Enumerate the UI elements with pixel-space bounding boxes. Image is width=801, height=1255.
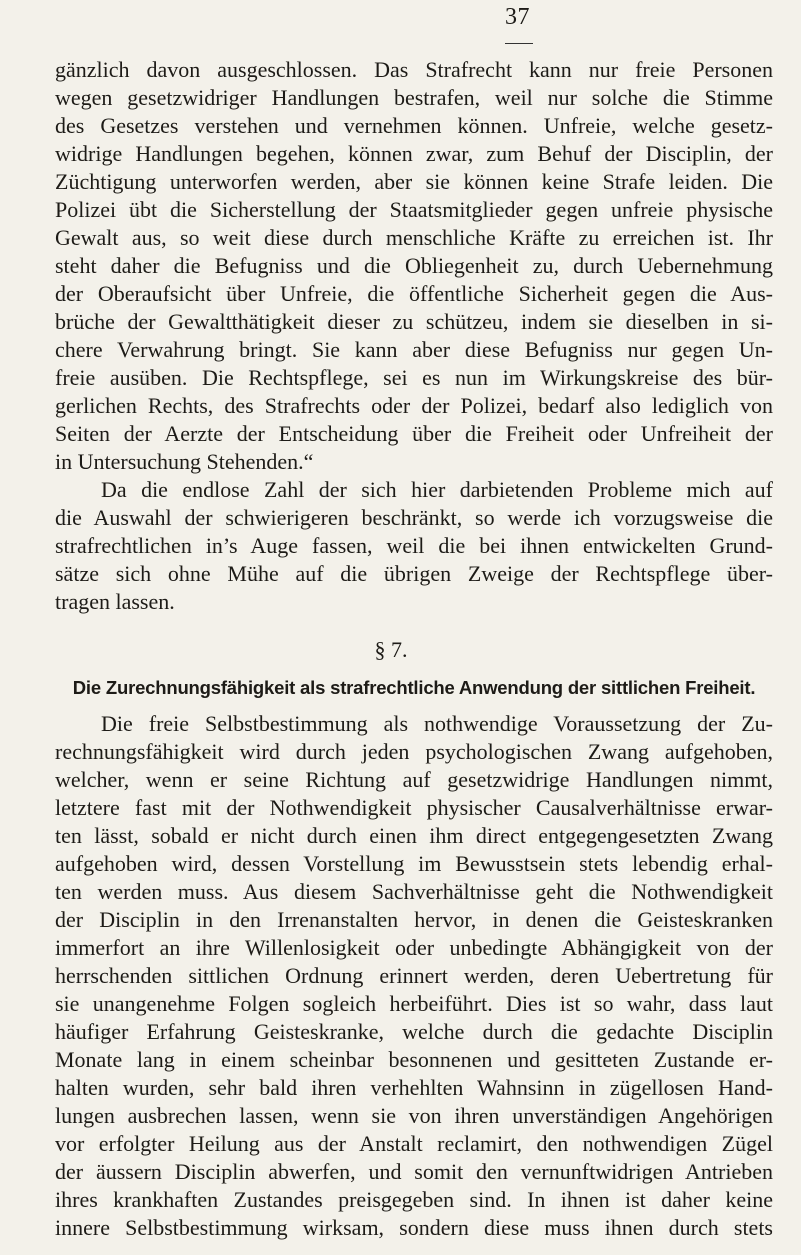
pre-section-body — [55, 56, 773, 616]
text-line: der Oberaufsicht über Unfreie, die öffentliche Sicherheit gegen die Aus- — [55, 281, 773, 306]
text-line: sätze sich ohne Mühe auf die übrigen Zweige der Rechtspflege über- — [55, 561, 773, 586]
text-line: strafrechtlichen in’s Auge fassen, weil die bei ihnen entwickelten Grund- — [55, 533, 773, 558]
text-line: steht daher die Befugniss und die Obliegenheit zu, durch Uebernehmung — [55, 253, 773, 278]
text-line: freie ausüben. Die Rechtspflege, sei es nun im Wirkungskreise des bür- — [55, 365, 773, 390]
text-line: chere Verwahrung bringt. Sie kann aber diese Befugniss nur gegen Un- — [55, 337, 773, 362]
text-line: ihres krankhaften Zustandes preisgegeben sind. In ihnen ist daher keine — [55, 1187, 773, 1212]
text-line: ten werden muss. Aus diesem Sachverhältnisse geht die Nothwendigkeit — [55, 879, 773, 904]
text-line: rechnungsfähigkeit wird durch jeden psychologischen Zwang aufgehoben, — [55, 739, 773, 764]
text-line: innere Selbstbestimmung wirksam, sondern diese muss ihnen durch stets — [55, 1215, 773, 1240]
text-line: gerlichen Rechts, des Strafrechts oder der Polizei, bedarf also lediglich von — [55, 393, 773, 418]
section-body — [55, 710, 773, 1242]
text-line: die Auswahl der schwierigeren beschränkt, so werde ich vorzugsweise die — [55, 505, 773, 530]
text-line: brüche der Gewaltthätigkeit dieser zu schützeu, indem sie dieselben in si- — [55, 309, 773, 334]
text-line: wegen gesetzwidriger Handlungen bestrafen, weil nur solche die Stimme — [55, 85, 773, 110]
text-line: Da die endlose Zahl der sich hier darbietenden Probleme mich auf — [101, 477, 773, 502]
page-number-rule — [505, 43, 533, 44]
text-line: in Untersuchung Stehenden.“ — [55, 449, 314, 474]
text-line: Gewalt aus, so weit diese durch menschliche Kräfte zu erreichen ist. Ihr — [55, 225, 773, 250]
page-number: 37 — [505, 4, 530, 30]
text-line: gänzlich davon ausgeschlossen. Das Strafrecht kann nur freie Personen — [55, 57, 773, 82]
text-line: immerfort an ihre Willenlosigkeit oder unbedingte Abhängigkeit von der — [55, 935, 773, 960]
paragraph — [55, 476, 773, 616]
text-line: Züchtigung unterworfen werden, aber sie können keine Strafe leiden. Die — [55, 169, 773, 194]
text-line: häufiger Erfahrung Geisteskranke, welche durch die gedachte Disciplin — [55, 1019, 773, 1044]
text-line: vor erfolgter Heilung aus der Anstalt reclamirt, den nothwendigen Zügel — [55, 1131, 773, 1156]
text-line: letztere fast mit der Nothwendigkeit physischer Causalverhältnisse erwar- — [55, 795, 773, 820]
text-line: Seiten der Aerzte der Entscheidung über die Freiheit oder Unfreiheit der — [55, 421, 773, 446]
text-line: herrschenden sittlichen Ordnung erinnert werden, deren Uebertretung für — [55, 963, 773, 988]
paragraph — [55, 710, 773, 1242]
section-title: Die Zurechnungsfähigkeit als strafrechtliche Anwendung der sittlichen Freiheit. — [72, 677, 756, 698]
section-number: § 7. — [374, 637, 408, 662]
paragraph — [55, 56, 773, 476]
text-line: sie unangenehme Folgen sogleich herbeiführt. Dies ist so wahr, dass laut — [55, 991, 773, 1016]
text-line: Polizei übt die Sicherstellung der Staatsmitglieder gegen unfreie physische — [55, 197, 773, 222]
text-line: widrige Handlungen begehen, können zwar, zum Behuf der Disciplin, der — [55, 141, 773, 166]
text-line: tragen lassen. — [55, 589, 175, 614]
text-line: welcher, wenn er seine Richtung auf gesetzwidrige Handlungen nimmt, — [55, 767, 773, 792]
text-line: ten lässt, sobald er nicht durch einen ihm direct entgegengesetzten Zwang — [55, 823, 773, 848]
text-line: Monate lang in einem scheinbar besonnenen und gesitteten Zustande er- — [55, 1047, 773, 1072]
text-line: Die freie Selbstbestimmung als nothwendige Voraussetzung der Zu- — [101, 711, 773, 736]
text-line: lungen ausbrechen lassen, wenn sie von ihren unverständigen Angehörigen — [55, 1103, 773, 1128]
text-block — [55, 56, 773, 1242]
text-line: des Gesetzes verstehen und vernehmen können. Unfreie, welche gesetz- — [55, 113, 773, 138]
text-line: halten wurden, sehr bald ihren verhehlten Wahnsinn in zügellosen Hand- — [55, 1075, 773, 1100]
text-line: der Disciplin in den Irrenanstalten hervor, in denen die Geisteskranken — [55, 907, 773, 932]
text-line: aufgehoben wird, dessen Vorstellung im Bewusstsein stets lebendig erhal- — [55, 851, 773, 876]
text-line: der äussern Disciplin abwerfen, und somit den vernunftwidrigen Antrieben — [55, 1159, 773, 1184]
